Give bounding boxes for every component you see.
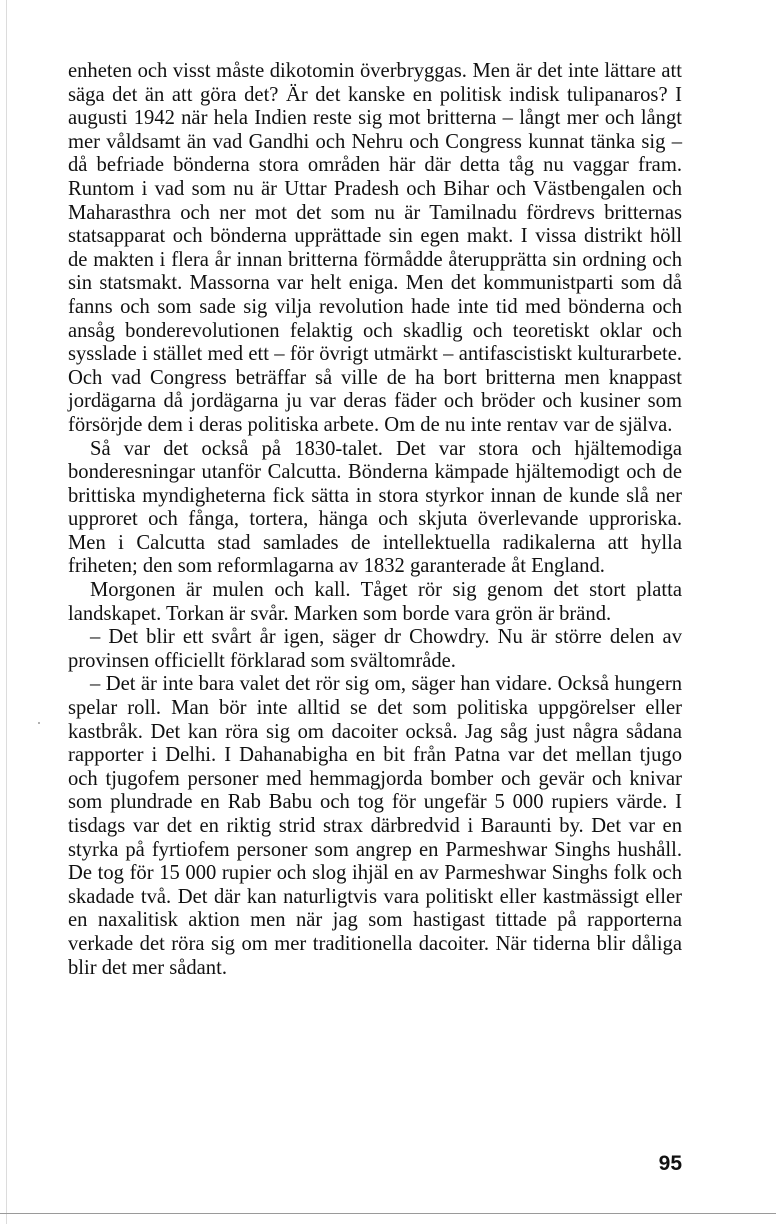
- body-text: [68, 60, 682, 980]
- margin-speck: [38, 722, 40, 724]
- paragraph-4: – Det blir ett svårt år igen, säger dr Chowdry. Nu är större delen av provinsen officiellt förklarad som svältområde.: [68, 626, 682, 672]
- paragraph-2: Så var det också på 1830-talet. Det var stora och hjältemodiga bonderesningar utanför Calcutta. Bönderna kämpade hjältemodigt och de brittiska myndigheterna fick sätta in stora styrkor innan de kunde slå ner upproret och fånga, tortera, hänga och skjuta överlevande upproriska. Men i Calcutta stad samlades de intellektuella radikalerna att hylla friheten; den som reformlagarna av 1832 garanterade åt England.: [68, 437, 682, 578]
- paragraph-1: enheten och visst måste dikotomin överbryggas. Men är det inte lättare att säga det än att göra det? Är det kanske en politisk indisk tulipanaros? I augusti 1942 när hela Indien reste sig mot britterna – långt mer och långt mer våldsamt än vad Gandhi och Nehru och Congress kunnat tänka sig – då befriade bönderna stora områden här där detta tåg nu vaggar fram. Runtom i vad som nu är Uttar Pradesh och Bihar och Västbengalen och Maharasthra och ner mot det som nu är Tamilnadu fördrevs britternas statsapparat och bönderna upprättade sin egen makt. I vissa distrikt höll de makten i flera år innan britterna förmådde återupprätta sin ordning och sin statsmakt. Massorna var helt eniga. Men det kommunistparti som då fanns och som sade sig vilja revolution hade inte tid med bönderna och ansåg bonderevolutionen felaktig och skadlig och teoretiskt oklar och sysslade i stället med ett – för övrigt utmärkt – antifascistiskt kulturarbete. Och vad Congress beträffar så ville de ha bort britterna men knappast jordägarna då jordägarna ju var deras fäder och bröder och kusiner som försörjde dem i deras politiska arbete. Om de nu inte rentav var de själva.: [68, 60, 682, 436]
- page-edge-left: [6, 0, 7, 1224]
- paragraph-5: – Det är inte bara valet det rör sig om, säger han vidare. Också hungern spelar roll. Man bör inte alltid se det som politiska uppgörelser eller kastbråk. Det kan röra sig om dacoiter också. Jag såg just några sådana rapporter i Delhi. I Dahanabigha en bit från Patna var det mellan tjugo och tjugofem personer med hemmagjorda bomber och gevär och knivar som plundrade en Rab Babu och tog för ungefär 5 000 rupiers värde. I tisdags var det en riktig strid strax därbredvid i Baraunti by. Det var en styrka på fyrtiofem personer som angrep en Parmeshwar Singhs hushåll. De tog för 15 000 rupier och slog ihjäl en av Parmeshwar Singhs folk och skadade två. Det där kan naturligtvis vara politiskt eller kastmässigt eller en naxalitisk aktion men när jag som hastigast tittade på rapporterna verkade det röra sig om mer traditionella dacoiter. När tiderna blir dåliga blir det mer sådant.: [68, 673, 682, 979]
- page-number: 95: [658, 1152, 682, 1175]
- paragraph-3: Morgonen är mulen och kall. Tåget rör sig genom det stort platta landskapet. Torkan är svår. Marken som borde vara grön är bränd.: [68, 579, 682, 625]
- page-edge-bottom: [0, 1213, 776, 1214]
